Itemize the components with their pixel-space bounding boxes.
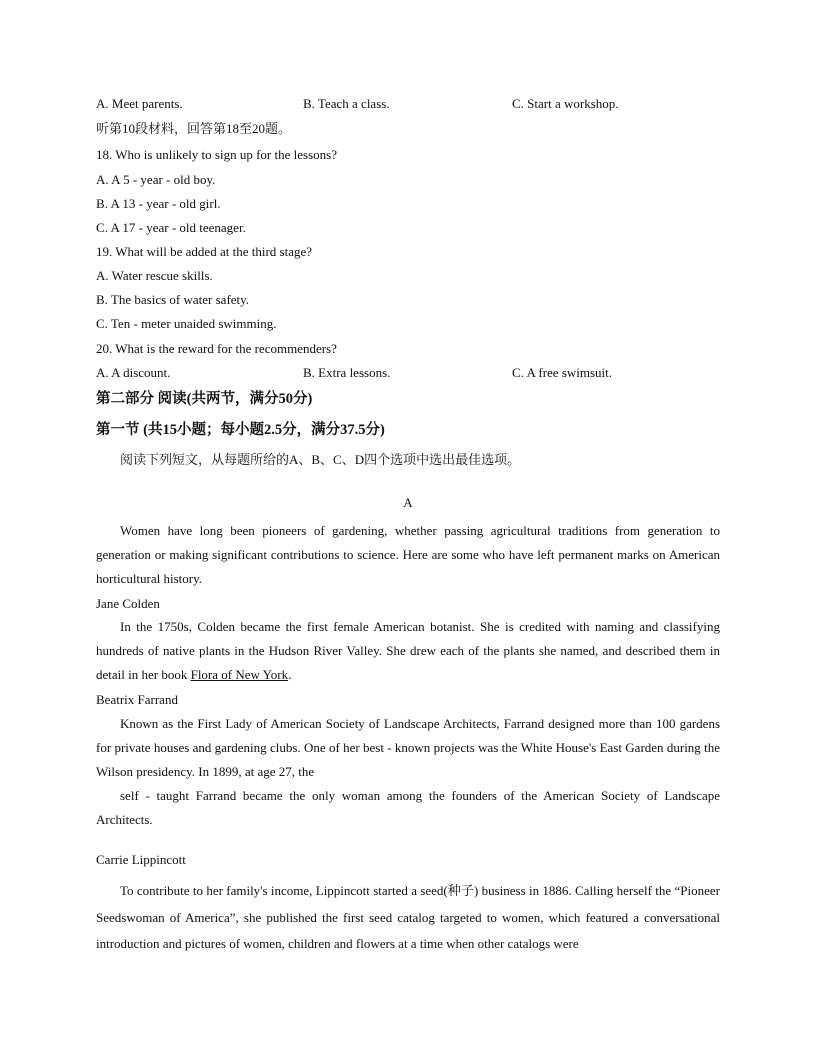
q19-option-a: A. Water rescue skills. [96, 268, 213, 283]
q19-option-b: B. The basics of water safety. [96, 292, 250, 307]
q18-question: 18. Who is unlikely to sign up for the lessons? [96, 147, 337, 162]
q17-option-b: B. Teach a class. [303, 96, 390, 111]
q17-option-a: A. Meet parents. [96, 96, 183, 111]
lippincott-paragraph: To contribute to her family's income, Lippincott started a seed(种子) business in 1886. Calling herself the “Pioneer Seedswoman of America”, she published the first seed catalog targeted to women, which featured a conversational introduction and pictures of women, children and flowers at a time when other catalogs were [96, 883, 720, 951]
colden-text: In the 1750s, Colden became the first female American botanist. She is credited with naming and classifying hundreds of native plants in the Hudson River Valley. She drew each of the plants she named, and described them in detail in her book [96, 619, 720, 682]
lippincott-heading: Carrie Lippincott [96, 852, 186, 867]
instruction-10: 听第10段材料，回答第18至20题。 [96, 121, 292, 136]
reading-instruction: 阅读下列短文，从每题所给的A、B、C、D四个选项中选出最佳选项。 [120, 452, 521, 467]
farrand-paragraph-1: Known as the First Lady of American Society of Landscape Architects, Farrand designed more than 100 gardens for private houses and gardening clubs. One of her best - known projects was the White House's East Garden during the Wilson presidency. In 1899, at age 27, the [96, 716, 720, 779]
q18-option-c: C. A 17 - year - old teenager. [96, 220, 246, 235]
section1-title: 第一节 (共15小题；每小题2.5分，满分37.5分) [96, 422, 385, 438]
farrand-paragraph-2: self - taught Farrand became the only woman among the founders of the American Society of Landscape Architects. [96, 788, 720, 827]
q20-option-c: C. A free swimsuit. [512, 365, 613, 380]
q20-option-a: A. A discount. [96, 365, 171, 380]
q19-option-c: C. Ten - meter unaided swimming. [96, 316, 277, 331]
q20-option-b: B. Extra lessons. [303, 365, 391, 380]
passage-label: A [403, 495, 413, 510]
q19-question: 19. What will be added at the third stage? [96, 244, 312, 259]
q18-option-a: A. A 5 - year - old boy. [96, 172, 216, 187]
q18-option-b: B. A 13 - year - old girl. [96, 196, 221, 211]
part2-title: 第二部分 阅读(共两节，满分50分) [96, 391, 313, 407]
colden-end: . [288, 667, 292, 682]
q17-option-c: C. Start a workshop. [512, 96, 619, 111]
q20-question: 20. What is the reward for the recommenders? [96, 341, 337, 356]
colden-book-title: Flora of New York [190, 667, 289, 682]
farrand-heading: Beatrix Farrand [96, 692, 178, 707]
colden-heading: Jane Colden [96, 596, 160, 611]
passage-intro: Women have long been pioneers of gardening, whether passing agricultural traditions from generation to generation or making significant contributions to science. Here are some who have left permanent marks on American horticultural history. [96, 523, 720, 586]
colden-paragraph [96, 615, 720, 687]
